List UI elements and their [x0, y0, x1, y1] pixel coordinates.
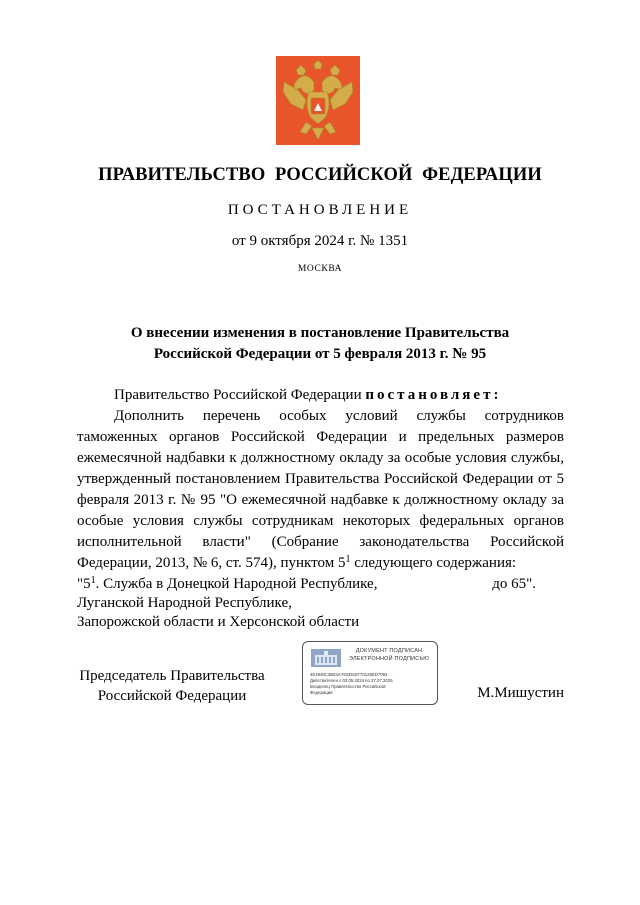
inserted-quote: "5 — [77, 576, 91, 592]
stamp-owner: Федерации — [310, 690, 333, 695]
superscript: 1 — [90, 575, 96, 586]
subject-line: Российской Федерации от 5 февраля 2013 г. № 95 — [153, 346, 487, 362]
amendment-paragraph — [77, 406, 564, 574]
inserted-item-line — [77, 575, 564, 594]
government-title: ПРАВИТЕЛЬСТВО РОССИЙСКОЙ ФЕДЕРАЦИИ — [98, 165, 542, 185]
coat-of-arms-icon — [276, 56, 360, 145]
document-subject — [0, 323, 640, 365]
document-body — [77, 385, 564, 574]
resolution-paragraph — [77, 385, 564, 406]
stamp-title — [343, 648, 435, 663]
superscript: 1 — [345, 554, 351, 565]
signer-position — [77, 666, 267, 706]
stamp-title-line: ДОКУМЕНТ ПОДПИСАН — [355, 648, 423, 654]
inserted-item-line: Луганской Народной Республике, — [77, 595, 292, 611]
stamp-validity: Действителен с 03.05.2024 по 27.07.2025 — [310, 678, 393, 683]
signer-position-line: Российской Федерации — [97, 688, 247, 704]
document-type: ПОСТАНОВЛЕНИЕ — [227, 202, 413, 218]
resolution-keyword: постановляет: — [365, 387, 502, 403]
document-city: МОСКВА — [297, 264, 343, 274]
stamp-owner: Владелец Правительство Российской — [310, 684, 386, 689]
stamp-title-line: ЭЛЕКТРОННОЙ ПОДПИСЬЮ — [348, 655, 430, 662]
amendment-text: Дополнить перечень особых условий службы сотрудников таможенных органов Российской Федерации и предельных размеров ежемесячной надбавки к должностному окладу за особые условия службы, утвержденный постановлением Правительства Российской Федерации от 5 февраля 2013 г. № 95 "О ежемесячной надбавке к должностному окладу за особые условия службы сотрудникам некоторых федеральных органов исполнительной власти" (Собрание законодательства Российской Федерации, 2013, № 6, ст. 574), пунктом 5 — [77, 408, 564, 571]
document-date-number: от 9 октября 2024 г. № 1351 — [231, 233, 409, 249]
inserted-value: до 65". — [492, 576, 536, 592]
stamp-certificate: 4E4848C2B84A7933918770126ED7092 — [310, 672, 388, 677]
signer-position-line: Председатель Правительства — [79, 668, 265, 684]
government-building-icon — [311, 649, 341, 667]
subject-line: О внесении изменения в постановление Правительства — [130, 325, 510, 341]
inserted-item — [77, 575, 564, 632]
electronic-signature-stamp — [302, 641, 438, 705]
stamp-details — [310, 672, 436, 696]
amendment-text-end: следующего содержания: — [350, 555, 517, 571]
resolution-lead: Правительство Российской Федерации — [114, 387, 366, 403]
signer-name: М.Мишустин — [477, 685, 564, 701]
inserted-item-line: Запорожской области и Херсонской области — [77, 614, 360, 630]
inserted-text: . Служба в Донецкой Народной Республике, — [95, 576, 378, 592]
